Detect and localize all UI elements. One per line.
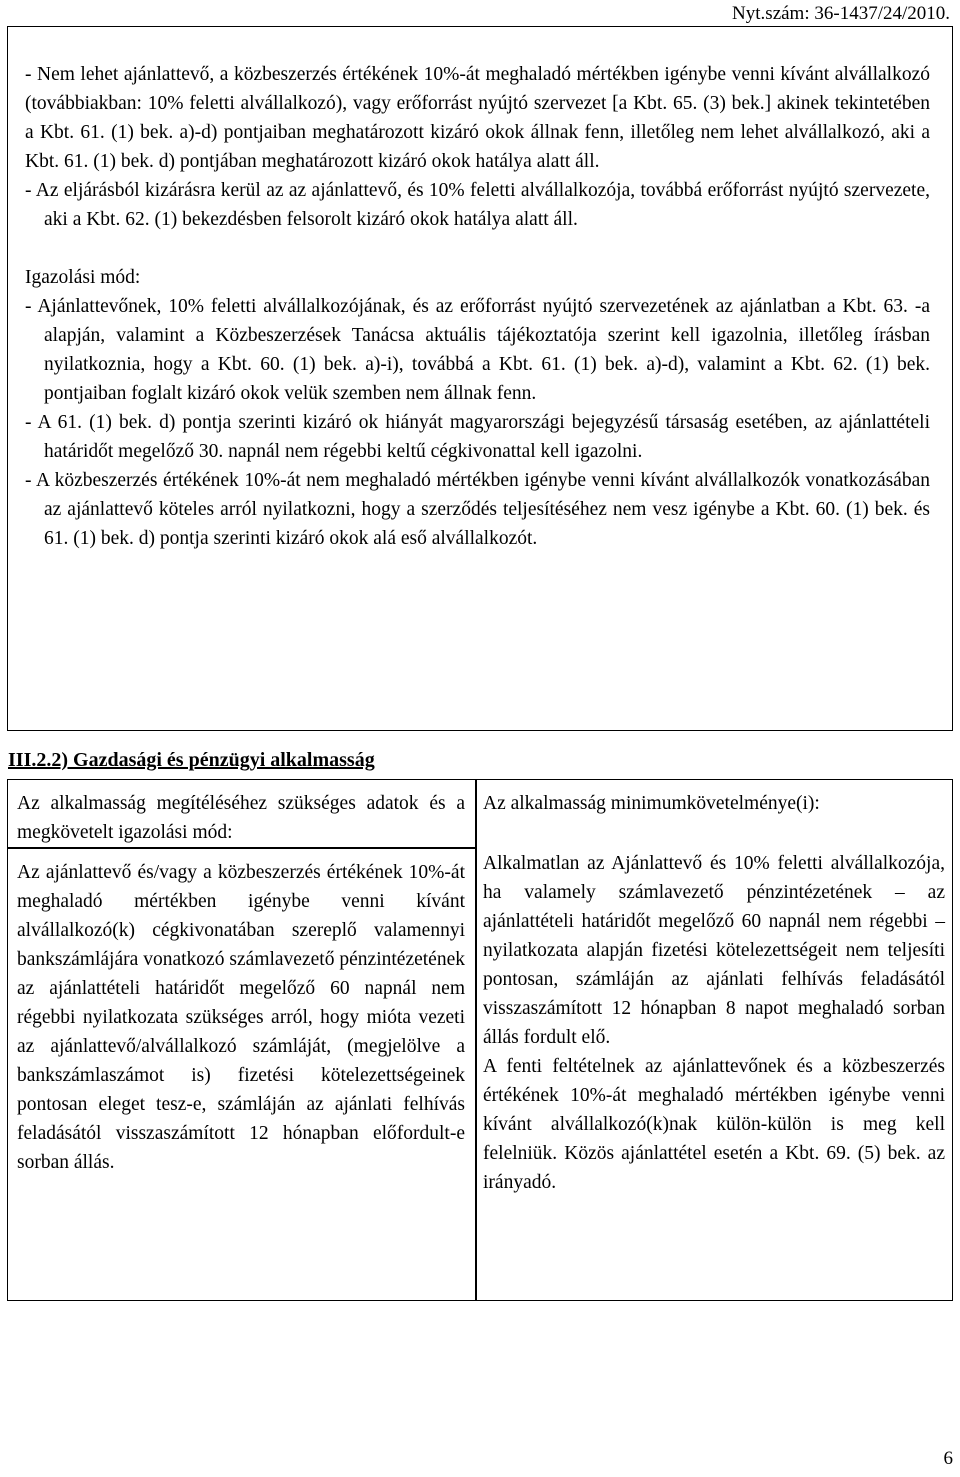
verification-paragraph-1: - Ajánlattevőnek, 10% feletti alvállalkozójának, és az erőforrást nyújtó szervezetének az ajánlatban a Kbt. 63. -a alapján, valamint a Közbeszerzések Tanácsa aktuális tájékoztatója szerint kell igazolnia, illetőleg írásban nyilatkoznia, hogy a Kbt. 60. (1) bek. a)-i), továbbá a Kbt. 61. (1) bek. a)-d), valamint a Kbt. 62. (1) bek. pontjaiban foglalt kizáró okok velük szemben nem állnak fenn.	[25, 296, 930, 404]
right-column-body-2: A fenti feltételnek az ajánlattevőnek és a közbeszerzés értékének 10%-át meghaladó mértékben igénybe venni kívánt alvállalkozó(k)nak külön-külön is meg kell felelniük. Közös ajánlattétel esetén a Kbt. 69. (5) bek. az irányadó.	[483, 1056, 945, 1193]
page-number: 6	[943, 1448, 953, 1469]
document-reference-number: Nyt.szám: 36-1437/24/2010.	[732, 3, 950, 24]
section-title: III.2.2) Gazdasági és pénzügyi alkalmasság	[8, 749, 375, 771]
right-column-body-1: Alkalmatlan az Ajánlattevő és 10% feletti alvállalkozója, ha valamely számlavezető pénzintézetének – az ajánlattételi határidőt megelőző 60 napnál nem régebbi – nyilatkozata alapján fizetési kötelezettségeit nem teljesíti pontosan, számláján az ajánlati felhívás feladásától visszaszámított 12 hónapban 8 napot meghaladó sorban állás fordult elő.	[483, 853, 945, 1048]
verification-paragraph-2: - A 61. (1) bek. d) pontja szerinti kizáró ok hiányát magyarországi bejegyzésű társaság esetében, az ajánlattételi határidőt megelőző 30. napnál nem régebbi keltű cégkivonattal kell igazolni.	[25, 412, 930, 462]
exclusion-grounds-box	[7, 26, 953, 731]
verification-paragraph-3: - A közbeszerzés értékének 10%-át nem meghaladó mértékben igénybe venni kívánt alvállalkozók vonatkozásában az ajánlattevő köteles arról nyilatkozni, hogy a szerződés teljesítéséhez nem vesz igénybe a Kbt. 60. (1) bek. és 61. (1) bek. d) pontja szerinti kizáró okok alá eső alvállalkozót.	[25, 470, 930, 549]
table-row-divider	[8, 847, 475, 849]
exclusion-paragraph-1: - Nem lehet ajánlattevő, a közbeszerzés értékének 10%-át meghaladó mértékben igénybe venni kívánt alvállalkozó (továbbiakban: 10% feletti alvállalkozó), vagy erőforrást nyújtó szervezet [a Kbt. 65. (3) bek.] akinek tekintetében a Kbt. 61. (1) bek. a)-d) pontjaiban meghatározott kizáró okok állnak fenn, illetőleg nem lehet alvállalkozó, aki a Kbt. 61. (1) bek. d) pontjában meghatározott kizáró okok hatálya alatt áll.	[25, 64, 930, 172]
right-column	[483, 789, 945, 1197]
left-column-header: Az alkalmasság megítéléséhez szükséges adatok és a megkövetelt igazolási mód:	[17, 793, 465, 843]
suitability-table	[7, 779, 953, 1301]
table-column-divider	[475, 780, 477, 1300]
right-column-header: Az alkalmasság minimumkövetelménye(i):	[483, 793, 820, 814]
exclusion-paragraph-2: - Az eljárásból kizárásra kerül az az ajánlattevő, és 10% feletti alvállalkozója, továbbá erőforrást nyújtó szervezete, aki a Kbt. 62. (1) bekezdésben felsorolt kizáró okok hatálya alatt áll.	[25, 180, 930, 230]
left-column-body: Az ajánlattevő és/vagy a közbeszerzés értékének 10%-át meghaladó mértékben igénybe venni kívánt alvállalkozó(k) cégkivonatában szereplő valamennyi bankszámlájára vonatkozó számlavezető pénzintézetének az ajánlattételi határidőt megelőző 60 napnál nem régebbi nyilatkozata szükséges arról, hogy mióta vezeti az ajánlattevő/alvállalkozó számláját, (megjelölve a bankszámlaszámot is) fizetési kötelezettségeinek pontosan eleget tesz-e, számláján az ajánlati felhívás feladásától visszaszámított 12 hónapban előfordult-e sorban állás.	[17, 862, 465, 1173]
verification-title: Igazolási mód:	[25, 267, 141, 288]
